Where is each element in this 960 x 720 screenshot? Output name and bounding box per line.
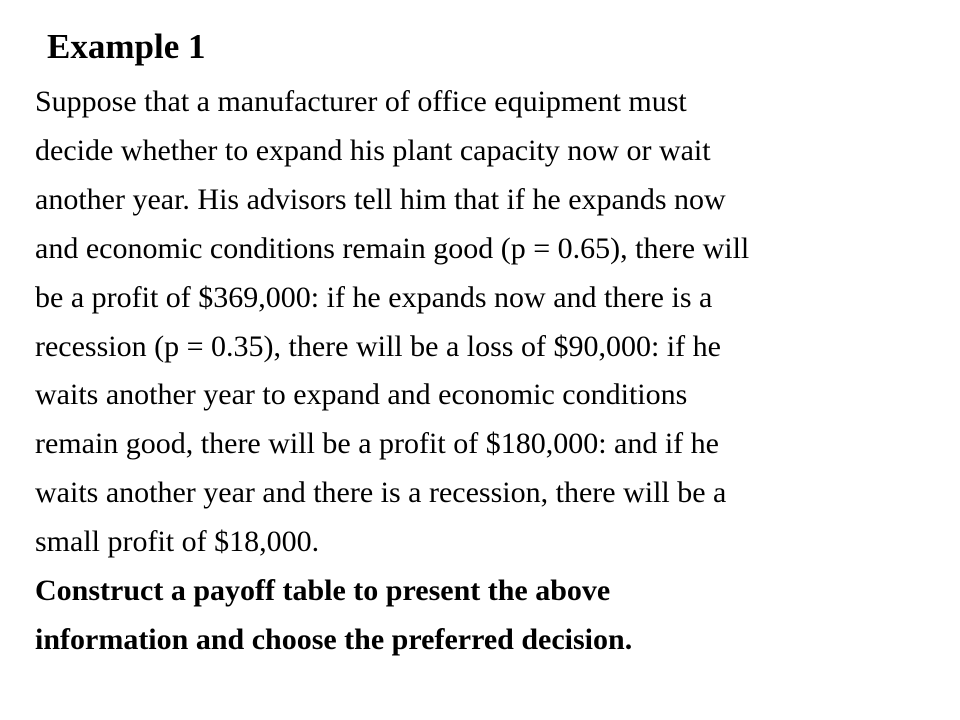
slide-title: Example 1 xyxy=(47,27,206,66)
paragraph-line: waits another year to expand and economic conditions xyxy=(35,378,688,412)
task-line: information and choose the preferred decision. xyxy=(35,622,633,656)
paragraph-line: another year. His advisors tell him that if he expands now xyxy=(35,182,726,216)
paragraph-line: remain good, there will be a profit of $180,000: and if he xyxy=(35,427,719,461)
paragraph-line: be a profit of $369,000: if he expands now and there is a xyxy=(35,280,713,314)
paragraph-line: recession (p = 0.35), there will be a loss of $90,000: if he xyxy=(35,329,721,363)
slide-body xyxy=(35,78,935,665)
paragraph-line: small profit of $18,000. xyxy=(35,525,320,559)
paragraph-line: waits another year and there is a recession, there will be a xyxy=(35,476,727,510)
paragraph-line: Suppose that a manufacturer of office equipment must xyxy=(35,85,687,118)
paragraph-line: and economic conditions remain good (p = 0.65), there will xyxy=(35,231,750,265)
paragraph-line: decide whether to expand his plant capacity now or wait xyxy=(35,133,711,167)
task-line: Construct a payoff table to present the above xyxy=(35,574,611,608)
